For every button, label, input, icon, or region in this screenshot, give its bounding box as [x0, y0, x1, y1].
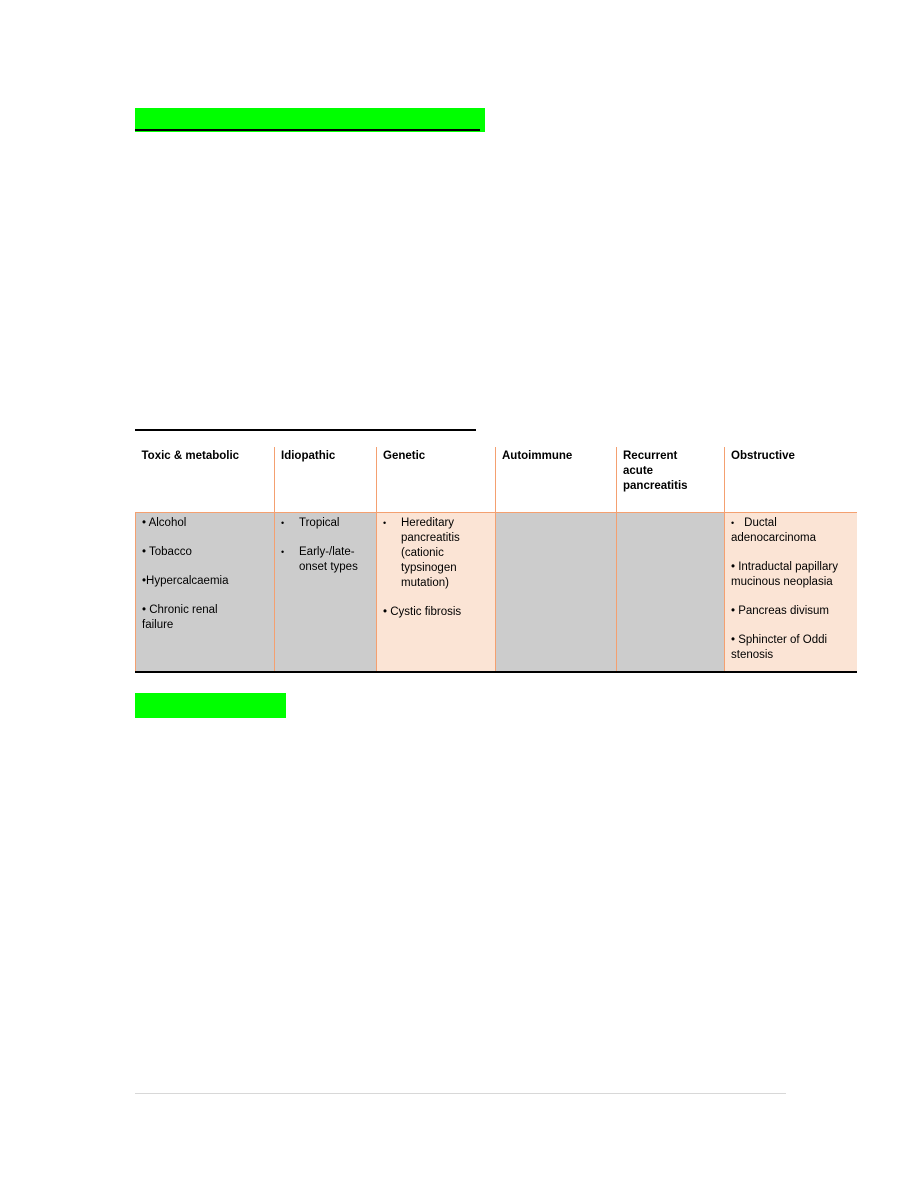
causes-table — [135, 447, 857, 673]
table-header-row — [136, 447, 857, 513]
heading-underline-1 — [135, 129, 480, 131]
list-item: • Pancreas divisum — [731, 605, 829, 617]
header-genetic: Genetic — [377, 447, 496, 513]
header-idiopathic: Idiopathic — [275, 447, 377, 513]
cell-idiopathic — [275, 513, 377, 673]
section-underline — [135, 429, 476, 431]
bullet-icon: • — [383, 518, 387, 528]
list-item: •Hypercalcaemia — [142, 575, 229, 587]
bullet-icon: • — [731, 518, 735, 528]
list-item: • Ductal adenocarcinoma — [731, 517, 817, 544]
cell-autoimmune — [496, 513, 617, 673]
cell-toxic-metabolic — [136, 513, 275, 673]
header-toxic-metabolic: Toxic & metabolic — [136, 447, 275, 513]
bullet-icon: • — [281, 547, 285, 557]
list-item: • Alcohol — [142, 517, 187, 529]
list-item: • Tobacco — [142, 546, 192, 558]
header-obstructive: Obstructive — [725, 447, 857, 513]
list-item: • Hereditary pancreatitis (cationic typsinogen mutation) — [383, 517, 460, 589]
list-item: • Tropical — [281, 517, 340, 529]
list-item: • Sphincter of Oddi stenosis — [731, 634, 828, 661]
cell-recurrent-acute — [617, 513, 725, 673]
heading-highlight-2 — [135, 693, 286, 718]
cell-obstructive — [725, 513, 857, 673]
bullet-icon: • — [281, 518, 285, 528]
list-item: • Cystic fibrosis — [383, 606, 462, 618]
list-item: • Chronic renal failure — [142, 604, 218, 631]
header-autoimmune: Autoimmune — [496, 447, 617, 513]
header-recurrent-acute: Recurrent acute pancreatitis — [617, 447, 725, 513]
cell-genetic — [377, 513, 496, 673]
footer-divider — [135, 1093, 786, 1094]
table-row — [136, 513, 857, 673]
list-item: • Intraductal papillary mucinous neoplasia — [731, 561, 838, 588]
list-item: • Early-/late-onset types — [281, 546, 358, 573]
